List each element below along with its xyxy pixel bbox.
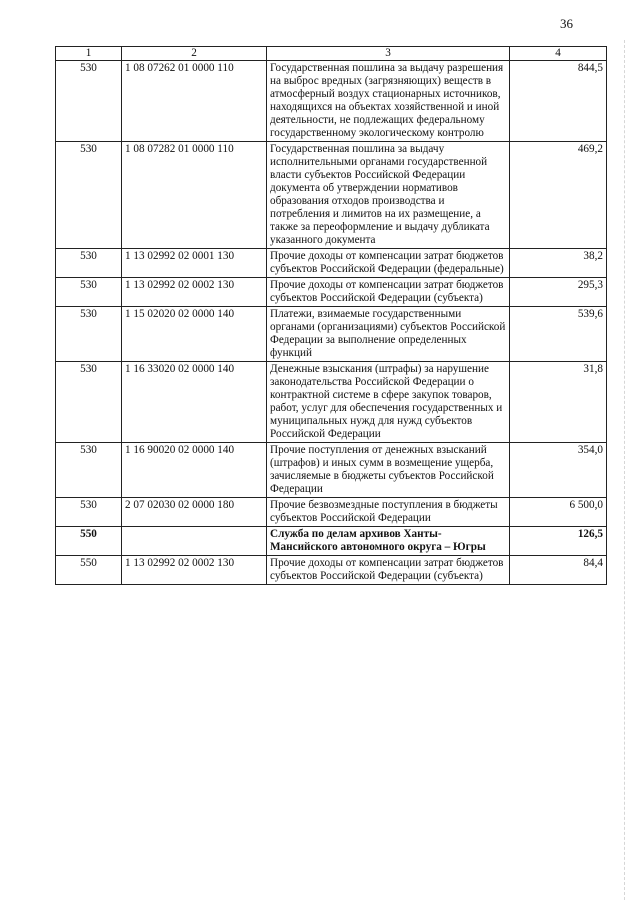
table-row (56, 61, 607, 142)
revenue-table (55, 46, 607, 585)
amount-cell: 295,3 (510, 278, 607, 307)
revenue-code-cell: 1 16 33020 02 0000 140 (122, 362, 267, 443)
amount-cell: 844,5 (510, 61, 607, 142)
revenue-code-cell: 1 13 02992 02 0002 130 (122, 556, 267, 585)
table-body (56, 61, 607, 585)
column-header-amount: 4 (510, 47, 607, 61)
revenue-code-cell: 1 13 02992 02 0002 130 (122, 278, 267, 307)
table-row (56, 443, 607, 498)
table-row (56, 249, 607, 278)
admin-code-cell: 530 (56, 362, 122, 443)
table-row (56, 307, 607, 362)
scan-edge-divider (624, 40, 625, 900)
amount-cell: 84,4 (510, 556, 607, 585)
revenue-code-cell: 2 07 02030 02 0000 180 (122, 498, 267, 527)
amount-cell: 6 500,0 (510, 498, 607, 527)
column-header-code: 2 (122, 47, 267, 61)
amount-cell: 126,5 (510, 527, 607, 556)
page-number: 36 (560, 16, 573, 31)
admin-code-cell: 530 (56, 307, 122, 362)
description-cell: Государственная пошлина за выдачу исполнительными органами государственной власти субъектов Российской Федерации документа об утверждении нормативов образования отходов производства и потребления и лимитов на их размещение, а также за переоформление и выдачу дубликата указанного документа (267, 142, 510, 249)
description-cell: Государственная пошлина за выдачу разрешения на выброс вредных (загрязняющих) веществ в атмосферный воздух стационарных источников, находящихся на объектах хозяйственной и иной деятельности, не подлежащих федеральному государственному экологическому контролю (267, 61, 510, 142)
amount-cell: 31,8 (510, 362, 607, 443)
admin-code-cell: 530 (56, 498, 122, 527)
amount-cell: 469,2 (510, 142, 607, 249)
amount-cell: 539,6 (510, 307, 607, 362)
table-row (56, 556, 607, 585)
amount-cell: 38,2 (510, 249, 607, 278)
revenue-code-cell: 1 15 02020 02 0000 140 (122, 307, 267, 362)
column-header-admin: 1 (56, 47, 122, 61)
table-row (56, 498, 607, 527)
table-row (56, 142, 607, 249)
revenue-code-cell (122, 527, 267, 556)
admin-code-cell: 550 (56, 556, 122, 585)
revenue-code-cell: 1 16 90020 02 0000 140 (122, 443, 267, 498)
table-row (56, 362, 607, 443)
description-cell: Денежные взыскания (штрафы) за нарушение законодательства Российской Федерации о контрактной системе в сфере закупок товаров, работ, услуг для обеспечения государственных и муниципальных нужд для нужд субъектов Российской Федерации (267, 362, 510, 443)
description-cell: Прочие поступления от денежных взысканий (штрафов) и иных сумм в возмещение ущерба, зачисляемые в бюджеты субъектов Российской Федерации (267, 443, 510, 498)
description-cell: Прочие доходы от компенсации затрат бюджетов субъектов Российской Федерации (федеральные) (267, 249, 510, 278)
amount-cell: 354,0 (510, 443, 607, 498)
admin-code-cell: 530 (56, 443, 122, 498)
admin-code-cell: 550 (56, 527, 122, 556)
revenue-code-cell: 1 08 07262 01 0000 110 (122, 61, 267, 142)
description-cell: Прочие безвозмездные поступления в бюджеты субъектов Российской Федерации (267, 498, 510, 527)
admin-code-cell: 530 (56, 142, 122, 249)
admin-code-cell: 530 (56, 249, 122, 278)
table-header-row (56, 47, 607, 61)
admin-code-cell: 530 (56, 278, 122, 307)
revenue-code-cell: 1 13 02992 02 0001 130 (122, 249, 267, 278)
revenue-code-cell: 1 08 07282 01 0000 110 (122, 142, 267, 249)
table-row-section-heading (56, 527, 607, 556)
column-header-description: 3 (267, 47, 510, 61)
table-row (56, 278, 607, 307)
admin-code-cell: 530 (56, 61, 122, 142)
description-cell: Платежи, взимаемые государственными органами (организациями) субъектов Российской Федерации за выполнение определенных функций (267, 307, 510, 362)
description-cell: Прочие доходы от компенсации затрат бюджетов субъектов Российской Федерации (субъекта) (267, 556, 510, 585)
description-cell: Служба по делам архивов Ханты-Мансийского автономного округа – Югры (267, 527, 510, 556)
description-cell: Прочие доходы от компенсации затрат бюджетов субъектов Российской Федерации (субъекта) (267, 278, 510, 307)
